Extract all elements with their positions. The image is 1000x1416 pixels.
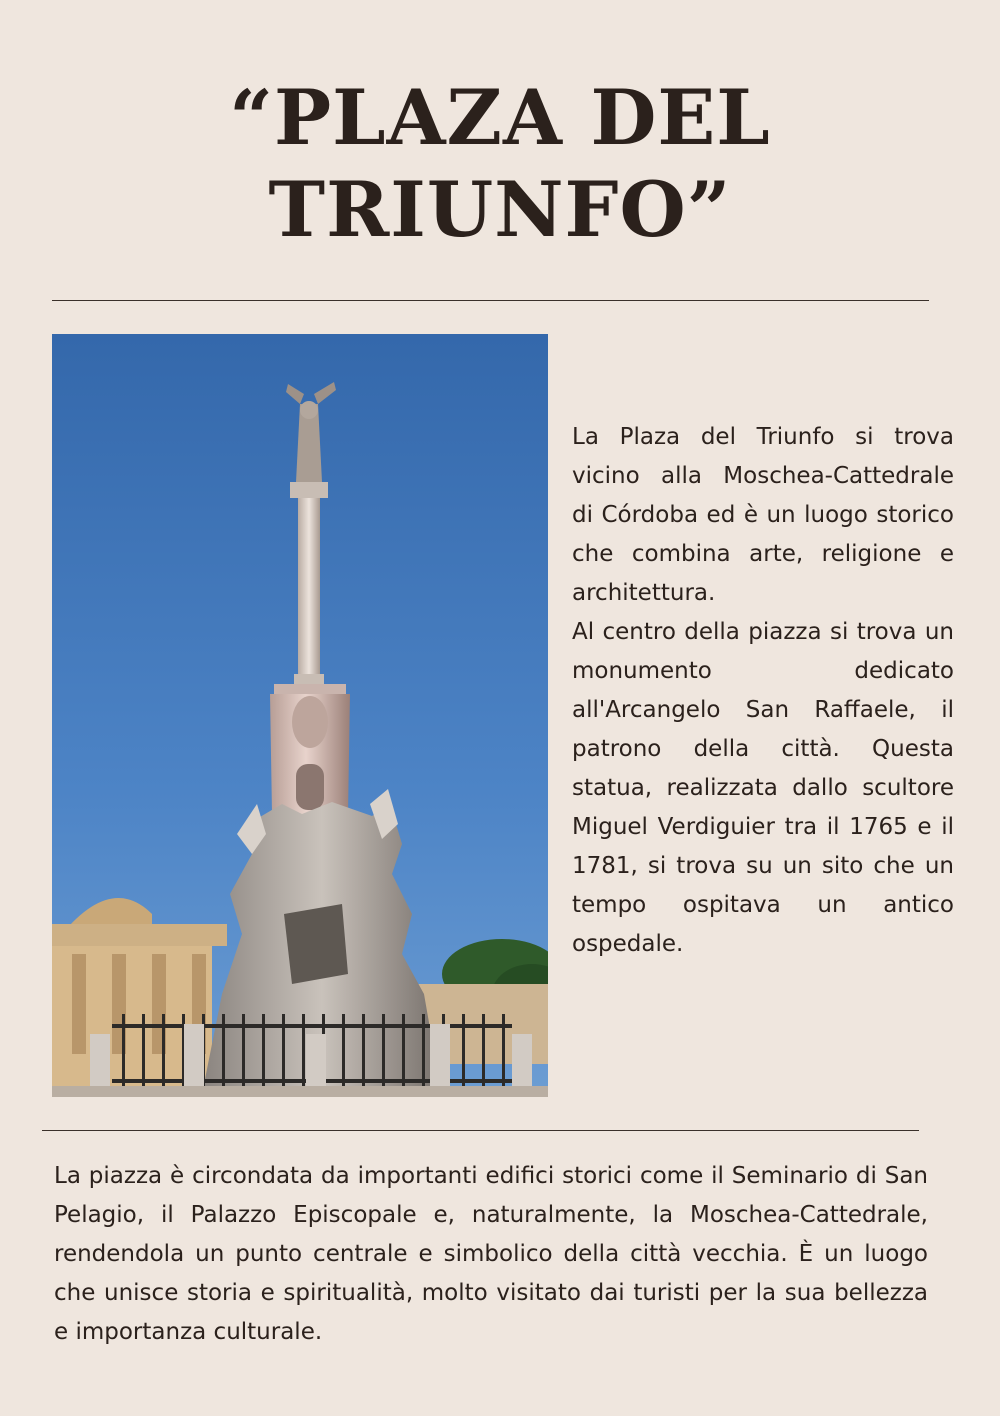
page-title: [0, 72, 1000, 256]
side-text-block: [572, 418, 954, 964]
title-line-1: “PLAZA DEL: [229, 73, 771, 162]
side-paragraph-2: Al centro della piazza si trova un monumento dedicato all'Arcangelo San Raffaele, il patrono della città. Questa statua, realizzata dallo scultore Miguel Verdiguier tra il 1765 e il 1781, si trova su un sito che un tempo ospitava un antico ospedale.: [572, 619, 954, 957]
bottom-paragraph: La piazza è circondata da importanti edifici storici come il Seminario di San Pelagio, il Palazzo Episcopale e, naturalmente, la Moschea-Cattedrale, rendendola un punto centrale e simbolico della città vecchia. È un luogo che unisce storia e spiritualità, molto visitato dai turisti per la sua bellezza e importanza culturale.: [54, 1163, 928, 1345]
bottom-divider: [42, 1130, 919, 1131]
monument-photo: [52, 334, 548, 1097]
title-line-2: TRIUNFO”: [268, 165, 732, 254]
top-divider: [52, 300, 929, 301]
side-paragraph-1: La Plaza del Triunfo si trova vicino alla Moschea-Cattedrale di Córdoba ed è un luogo storico che combina arte, religione e architettura.: [572, 424, 954, 606]
